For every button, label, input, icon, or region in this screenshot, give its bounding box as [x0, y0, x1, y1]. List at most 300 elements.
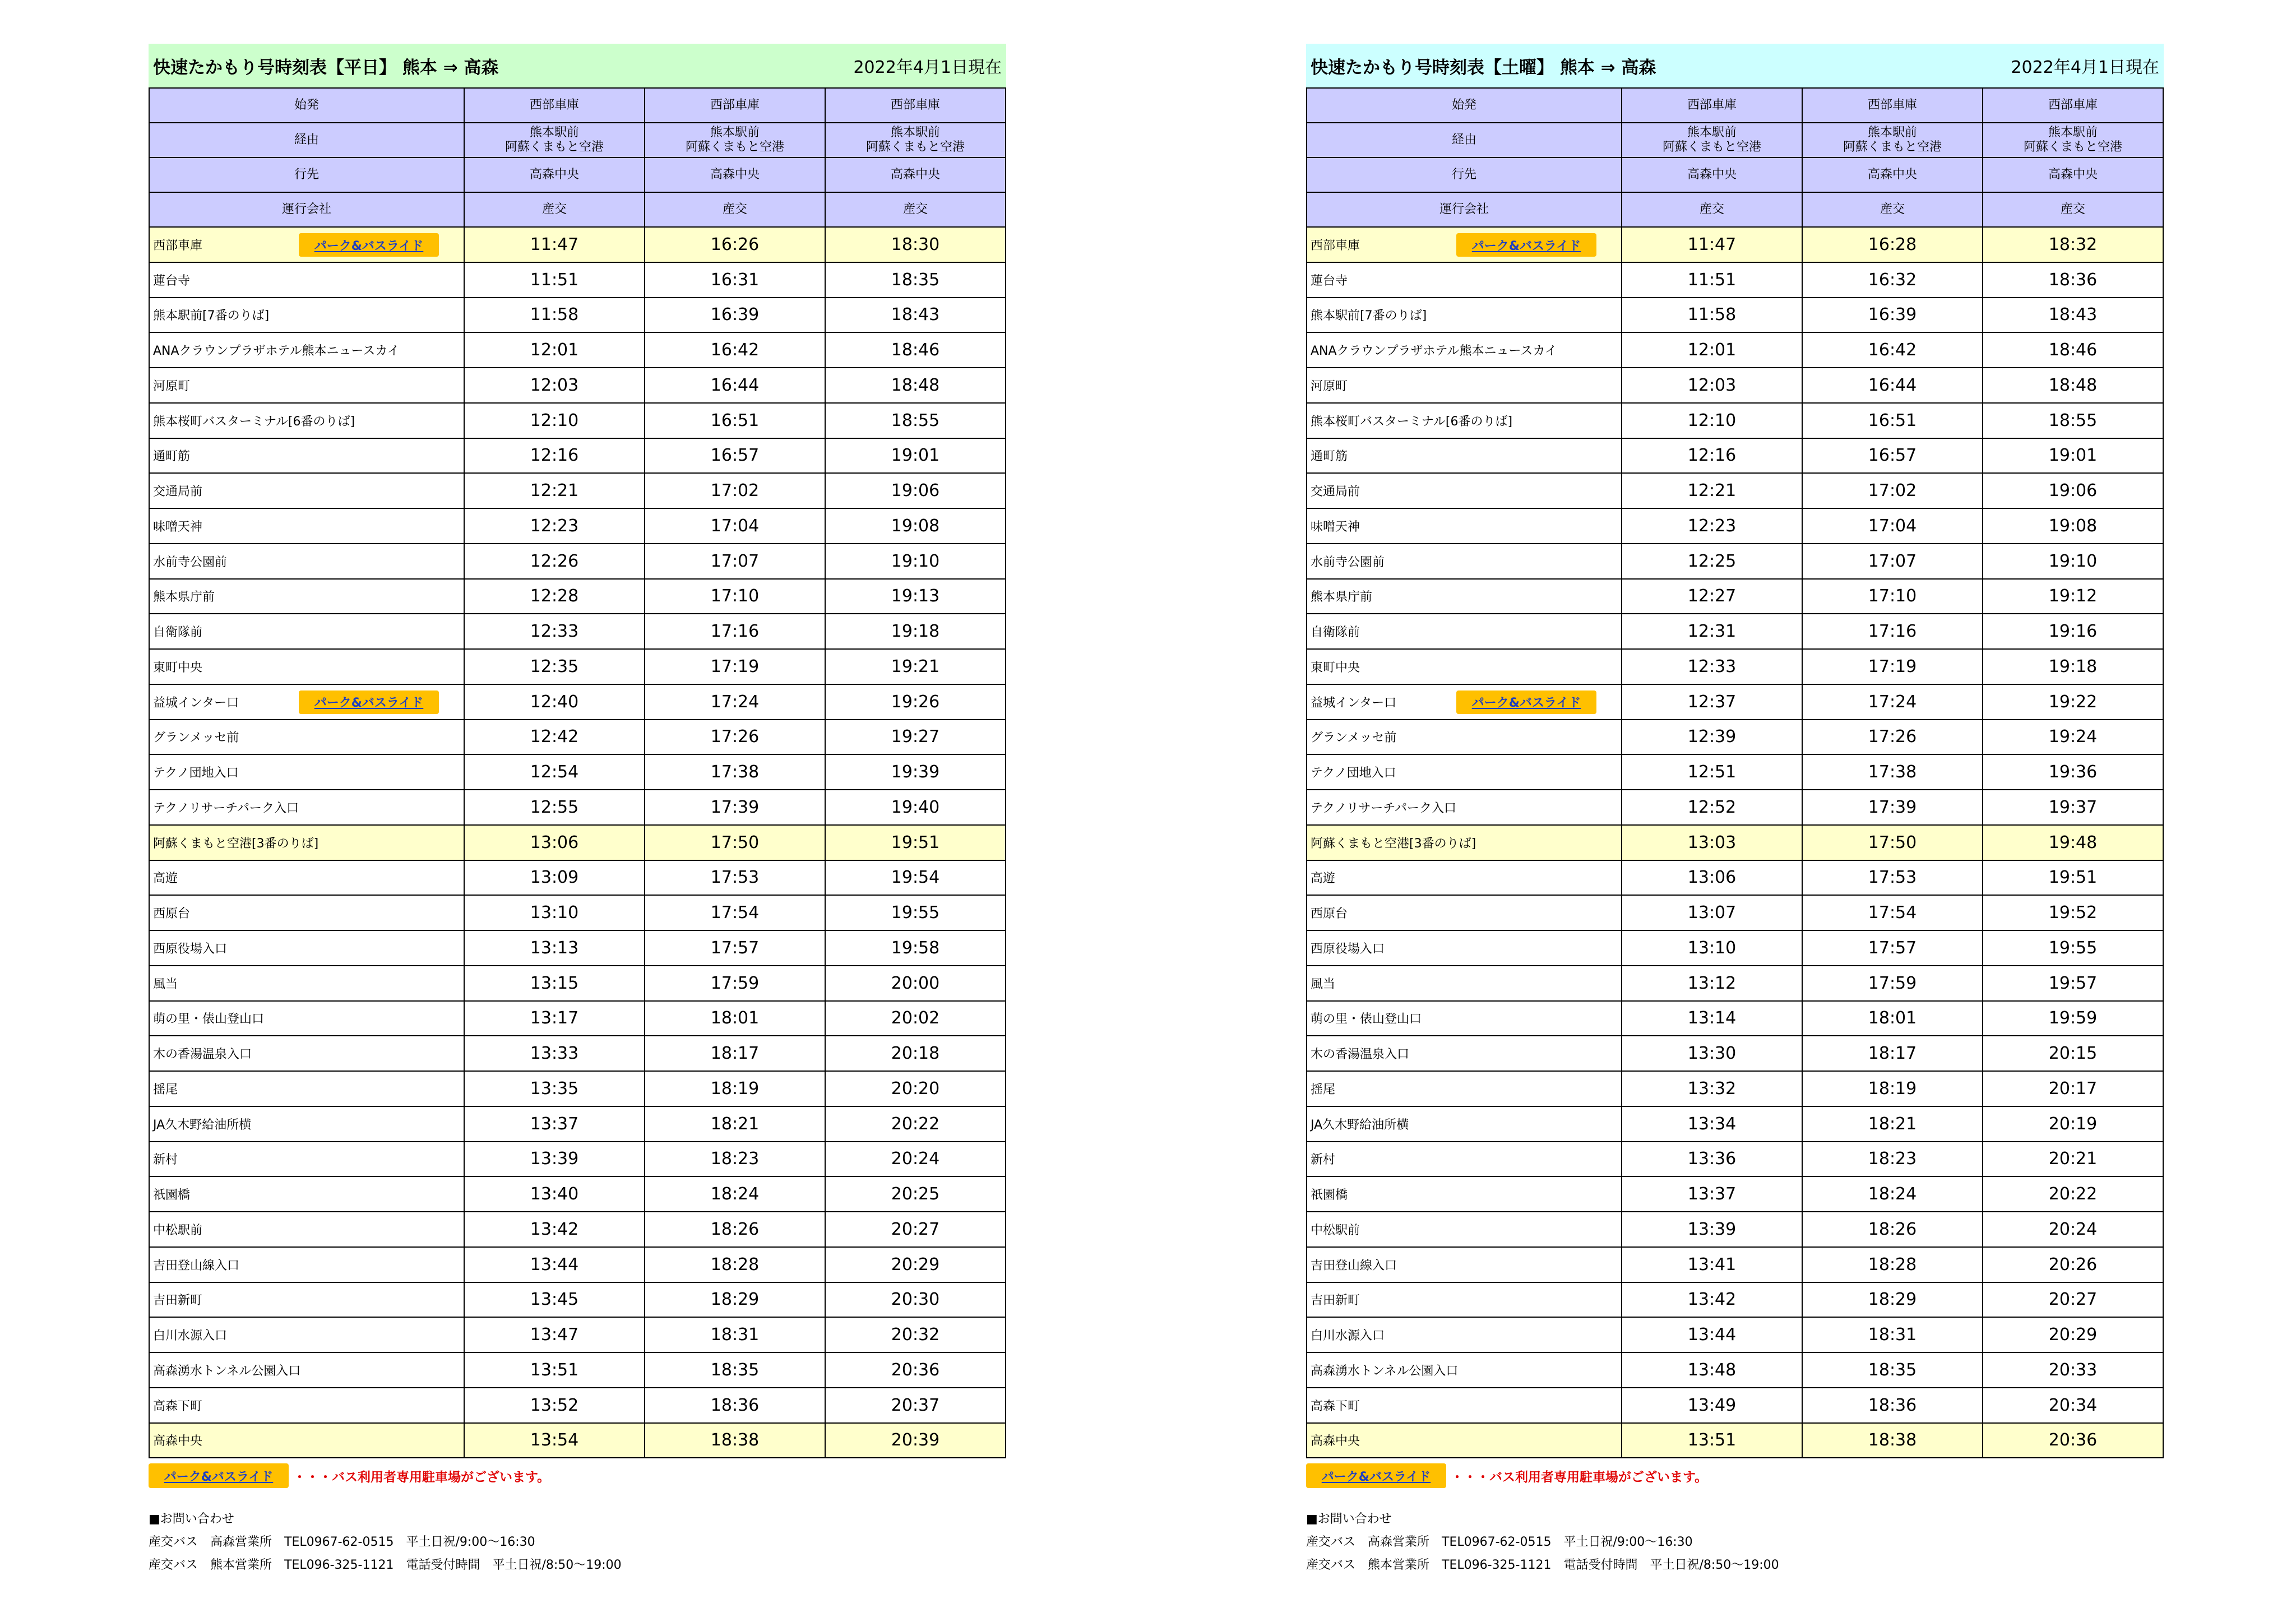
stop-cell: [149, 332, 464, 368]
legend-text: ・・・バス利用者専用駐車場がございます。: [1451, 1470, 1708, 1485]
departure-time: 19:06: [1983, 473, 2163, 508]
stop-row: [149, 227, 1006, 262]
departure-time: 13:10: [464, 895, 645, 930]
contact-heading: ■お問い合わせ: [1306, 1512, 1392, 1527]
departure-time: 13:32: [1622, 1071, 1802, 1106]
departure-time: 17:53: [645, 860, 825, 896]
departure-time: 18:43: [825, 298, 1006, 333]
stop-cell: [1307, 508, 1622, 544]
stop-name: テクノ団地入口: [153, 766, 239, 781]
departure-time: 12:01: [464, 332, 645, 368]
departure-time: 13:45: [464, 1282, 645, 1318]
departure-time: 20:36: [825, 1352, 1006, 1388]
departure-time: 20:36: [1983, 1423, 2163, 1458]
stop-name: 木の香湯温泉入口: [153, 1048, 252, 1062]
departure-time: 19:10: [825, 544, 1006, 579]
stop-cell: [149, 579, 464, 614]
departure-time: 19:58: [825, 930, 1006, 966]
stop-name: JA久木野給油所横: [153, 1118, 252, 1132]
stop-cell: [1307, 1106, 1622, 1142]
header-value: 西部車庫: [825, 88, 1006, 123]
departure-time: 19:22: [1983, 684, 2163, 720]
stop-name: 風当: [153, 977, 178, 991]
stop-row: [1307, 1317, 2163, 1352]
departure-time: 13:10: [1622, 930, 1802, 966]
contact-heading: ■お問い合わせ: [149, 1512, 234, 1527]
stop-name: 東町中央: [1311, 660, 1360, 675]
stop-row: [1307, 684, 2163, 720]
stop-row: [149, 1071, 1006, 1106]
departure-time: 20:29: [1983, 1317, 2163, 1352]
header-rows: [1307, 88, 2163, 227]
departure-time: 12:16: [1622, 438, 1802, 474]
stop-cell: [149, 966, 464, 1001]
stop-cell: [149, 1247, 464, 1282]
departure-time: 13:13: [464, 930, 645, 966]
stop-row: [1307, 966, 2163, 1001]
departure-time: 19:01: [1983, 438, 2163, 474]
stop-name: グランメッセ前: [153, 731, 239, 745]
header-value: 高森中央: [1983, 157, 2163, 192]
departure-time: 12:27: [1622, 579, 1802, 614]
stop-name: 蓮台寺: [1311, 274, 1348, 288]
stop-row: [149, 1247, 1006, 1282]
stop-name: 自衛隊前: [153, 625, 203, 640]
stop-row: [1307, 825, 2163, 860]
departure-time: 20:24: [825, 1142, 1006, 1177]
departure-time: 20:27: [825, 1212, 1006, 1247]
stop-name: 熊本駅前[7番のりば]: [1311, 309, 1427, 323]
stop-row: [1307, 403, 2163, 438]
stop-row: [1307, 1071, 2163, 1106]
header-row: [1307, 123, 2163, 157]
header-row: [149, 192, 1006, 227]
departure-time: 19:51: [1983, 860, 2163, 896]
timetable-title: 快速たかもり号時刻表【平日】 熊本 ⇒ 高森: [153, 57, 499, 78]
departure-time: 16:51: [645, 403, 825, 438]
park-ride-badge[interactable]: パーク&バスライド: [299, 233, 439, 257]
stop-cell: [149, 930, 464, 966]
stop-row: [149, 1282, 1006, 1318]
header-value: 産交: [1622, 192, 1802, 227]
contact-line: 産交バス 熊本営業所 TEL096-325-1121 電話受付時間 平土日祝/8:50～19:00: [149, 1558, 622, 1573]
as-of-date: 2022年4月1日現在: [2011, 58, 2159, 77]
stop-name: 吉田登山線入口: [1311, 1258, 1397, 1273]
departure-time: 20:24: [1983, 1212, 2163, 1247]
stop-name: 高遊: [153, 872, 178, 886]
departure-time: 18:17: [1802, 1036, 1983, 1071]
departure-time: 18:31: [645, 1317, 825, 1352]
departure-time: 18:35: [825, 262, 1006, 298]
header-value: 産交: [1802, 192, 1983, 227]
header-value: 西部車庫: [645, 88, 825, 123]
departure-time: 17:57: [645, 930, 825, 966]
header-value: 熊本駅前 阿蘇くまもと空港: [464, 123, 645, 157]
stop-rows: [1307, 227, 2163, 1458]
departure-time: 17:07: [1802, 544, 1983, 579]
departure-time: 19:37: [1983, 790, 2163, 825]
stop-name: 味噌天神: [153, 520, 203, 534]
stop-cell: [1307, 1247, 1622, 1282]
stop-cell: [149, 860, 464, 896]
stop-row: [1307, 1036, 2163, 1071]
stop-cell: [149, 544, 464, 579]
stop-name: 高遊: [1311, 872, 1336, 886]
stop-row: [1307, 438, 2163, 474]
contact-info: [149, 1508, 1006, 1577]
park-ride-badge[interactable]: パーク&バスライド: [1306, 1463, 1446, 1488]
stop-row: [149, 649, 1006, 684]
header-value: 熊本駅前 阿蘇くまもと空港: [825, 123, 1006, 157]
departure-time: 19:18: [825, 614, 1006, 649]
departure-time: 16:44: [645, 368, 825, 403]
stop-cell: [149, 790, 464, 825]
stop-cell: [149, 473, 464, 508]
stop-cell: [149, 262, 464, 298]
stop-cell: [1307, 438, 1622, 474]
stop-name: 新村: [153, 1153, 178, 1167]
stop-cell: [1307, 1142, 1622, 1177]
departure-time: 20:00: [825, 966, 1006, 1001]
stop-row: [149, 262, 1006, 298]
stop-row: [1307, 720, 2163, 755]
departure-time: 20:22: [1983, 1176, 2163, 1212]
header-label: 始発: [1307, 88, 1622, 123]
stop-name: 味噌天神: [1311, 520, 1360, 534]
stop-name: 阿蘇くまもと空港[3番のりば]: [153, 836, 319, 851]
departure-time: 16:57: [645, 438, 825, 474]
stop-name: JA久木野給油所横: [1311, 1118, 1409, 1132]
departure-time: 20:37: [825, 1388, 1006, 1423]
stop-cell: [1307, 754, 1622, 790]
stop-cell: [149, 1212, 464, 1247]
stop-row: [1307, 473, 2163, 508]
stop-name: 萌の里・俵山登山口: [1311, 1012, 1422, 1027]
departure-time: 18:23: [645, 1142, 825, 1177]
stop-name: 熊本県庁前: [153, 590, 215, 605]
departure-time: 17:19: [645, 649, 825, 684]
stop-cell: [149, 508, 464, 544]
stop-cell: [149, 614, 464, 649]
stop-name: 西部車庫: [1311, 238, 1360, 253]
departure-time: 12:31: [1622, 614, 1802, 649]
stop-row: [1307, 1212, 2163, 1247]
stop-row: [149, 1106, 1006, 1142]
stop-row: [149, 473, 1006, 508]
departure-time: 18:29: [1802, 1282, 1983, 1318]
departure-time: 17:04: [1802, 508, 1983, 544]
stop-row: [1307, 368, 2163, 403]
stop-cell: [1307, 790, 1622, 825]
park-ride-badge[interactable]: パーク&バスライド: [1456, 233, 1596, 257]
departure-time: 13:12: [1622, 966, 1802, 1001]
departure-time: 17:07: [645, 544, 825, 579]
stop-name: 西原台: [153, 907, 191, 921]
departure-time: 17:39: [1802, 790, 1983, 825]
stop-name: 西原役場入口: [1311, 942, 1385, 956]
departure-time: 17:26: [645, 720, 825, 755]
departure-time: 18:38: [645, 1423, 825, 1458]
departure-time: 20:02: [825, 1001, 1006, 1036]
stop-cell: [149, 649, 464, 684]
timetable-table: [149, 87, 1006, 1458]
stop-name: 熊本桜町バスターミナル[6番のりば]: [1311, 414, 1513, 429]
header-rows: [149, 88, 1006, 227]
stop-cell: [149, 1106, 464, 1142]
header-value: 高森中央: [464, 157, 645, 192]
departure-time: 18:55: [1983, 403, 2163, 438]
stop-cell: [1307, 332, 1622, 368]
stop-row: [1307, 790, 2163, 825]
departure-time: 17:24: [1802, 684, 1983, 720]
departure-time: 18:36: [1983, 262, 2163, 298]
stop-cell: [149, 754, 464, 790]
stop-cell: [149, 1352, 464, 1388]
departure-time: 20:17: [1983, 1071, 2163, 1106]
header-value: 産交: [1983, 192, 2163, 227]
stop-cell: [1307, 1176, 1622, 1212]
stop-name: ANAクラウンプラザホテル熊本ニュースカイ: [153, 344, 400, 359]
stop-row: [149, 966, 1006, 1001]
departure-time: 18:26: [1802, 1212, 1983, 1247]
departure-time: 18:46: [825, 332, 1006, 368]
header-value: 産交: [825, 192, 1006, 227]
title-bar: [149, 44, 1006, 87]
stop-name: 中松駅前: [1311, 1223, 1360, 1238]
stop-row: [149, 895, 1006, 930]
departure-time: 13:51: [464, 1352, 645, 1388]
departure-time: 17:54: [645, 895, 825, 930]
departure-time: 19:51: [825, 825, 1006, 860]
stop-row: [149, 930, 1006, 966]
departure-time: 17:50: [645, 825, 825, 860]
departure-time: 16:51: [1802, 403, 1983, 438]
departure-time: 16:26: [645, 227, 825, 262]
stop-cell: [1307, 262, 1622, 298]
departure-time: 13:54: [464, 1423, 645, 1458]
stop-name: 揺尾: [153, 1082, 178, 1097]
stop-cell: [1307, 1317, 1622, 1352]
stop-row: [149, 1423, 1006, 1458]
stop-name: 高森湧水トンネル公園入口: [153, 1364, 301, 1378]
stop-row: [149, 754, 1006, 790]
departure-time: 16:39: [1802, 298, 1983, 333]
stop-name: 祇園橋: [1311, 1188, 1348, 1203]
stop-row: [149, 860, 1006, 896]
stop-row: [1307, 1423, 2163, 1458]
departure-time: 20:22: [825, 1106, 1006, 1142]
stop-row: [149, 1176, 1006, 1212]
departure-time: 18:30: [825, 227, 1006, 262]
departure-time: 13:48: [1622, 1352, 1802, 1388]
stop-row: [1307, 1247, 2163, 1282]
departure-time: 13:49: [1622, 1388, 1802, 1423]
departure-time: 13:07: [1622, 895, 1802, 930]
stop-cell: [149, 1142, 464, 1177]
departure-time: 16:44: [1802, 368, 1983, 403]
stop-cell: [1307, 895, 1622, 930]
departure-time: 12:37: [1622, 684, 1802, 720]
departure-time: 19:26: [825, 684, 1006, 720]
stop-name: 河原町: [1311, 379, 1348, 393]
contact-line: 産交バス 高森営業所 TEL0967-62-0515 平土日祝/9:00～16:30: [149, 1535, 535, 1550]
stop-row: [1307, 860, 2163, 896]
header-value: 産交: [464, 192, 645, 227]
departure-time: 13:06: [464, 825, 645, 860]
departure-time: 12:33: [1622, 649, 1802, 684]
departure-time: 13:41: [1622, 1247, 1802, 1282]
stop-row: [1307, 930, 2163, 966]
departure-time: 18:01: [1802, 1001, 1983, 1036]
departure-time: 13:44: [464, 1247, 645, 1282]
stop-cell: [1307, 825, 1622, 860]
departure-time: 20:30: [825, 1282, 1006, 1318]
departure-time: 18:01: [645, 1001, 825, 1036]
park-ride-legend: [149, 1463, 1006, 1489]
stop-row: [1307, 579, 2163, 614]
stop-cell: [1307, 1282, 1622, 1318]
departure-time: 12:28: [464, 579, 645, 614]
stop-row: [149, 1388, 1006, 1423]
stop-name: 揺尾: [1311, 1082, 1336, 1097]
departure-time: 17:19: [1802, 649, 1983, 684]
departure-time: 13:51: [1622, 1423, 1802, 1458]
stop-row: [149, 790, 1006, 825]
stop-row: [1307, 1106, 2163, 1142]
stop-name: 高森中央: [1311, 1434, 1360, 1449]
departure-time: 18:48: [825, 368, 1006, 403]
departure-time: 13:03: [1622, 825, 1802, 860]
park-ride-badge[interactable]: パーク&バスライド: [149, 1463, 289, 1488]
departure-time: 18:28: [1802, 1247, 1983, 1282]
departure-time: 19:40: [825, 790, 1006, 825]
departure-time: 20:21: [1983, 1142, 2163, 1177]
stop-cell: [149, 720, 464, 755]
park-ride-badge[interactable]: パーク&バスライド: [299, 690, 439, 714]
departure-time: 19:16: [1983, 614, 2163, 649]
stop-row: [149, 614, 1006, 649]
stop-cell: [149, 1317, 464, 1352]
stop-row: [1307, 1282, 2163, 1318]
departure-time: 19:01: [825, 438, 1006, 474]
departure-time: 12:54: [464, 754, 645, 790]
departure-time: 20:32: [825, 1317, 1006, 1352]
departure-time: 19:18: [1983, 649, 2163, 684]
stop-row: [1307, 895, 2163, 930]
header-row: [1307, 192, 2163, 227]
stop-row: [1307, 298, 2163, 333]
departure-time: 12:23: [464, 508, 645, 544]
departure-time: 12:52: [1622, 790, 1802, 825]
departure-time: 19:24: [1983, 720, 2163, 755]
departure-time: 16:39: [645, 298, 825, 333]
departure-time: 13:42: [1622, 1282, 1802, 1318]
stop-name: 木の香湯温泉入口: [1311, 1048, 1410, 1062]
stop-name: 河原町: [153, 379, 191, 393]
departure-time: 20:29: [825, 1247, 1006, 1282]
departure-time: 18:21: [1802, 1106, 1983, 1142]
stop-row: [149, 298, 1006, 333]
departure-time: 11:47: [1622, 227, 1802, 262]
stop-row: [149, 1212, 1006, 1247]
stop-cell: [149, 895, 464, 930]
stop-row: [1307, 1142, 2163, 1177]
departure-time: 16:31: [645, 262, 825, 298]
departure-time: 17:10: [1802, 579, 1983, 614]
departure-time: 13:36: [1622, 1142, 1802, 1177]
stop-cell: [1307, 1423, 1622, 1458]
stop-name: 萌の里・俵山登山口: [153, 1012, 265, 1027]
departure-time: 13:37: [464, 1106, 645, 1142]
departure-time: 17:38: [645, 754, 825, 790]
departure-time: 18:32: [1983, 227, 2163, 262]
departure-time: 20:39: [825, 1423, 1006, 1458]
departure-time: 17:04: [645, 508, 825, 544]
stop-name: 白川水源入口: [153, 1329, 228, 1343]
departure-time: 17:24: [645, 684, 825, 720]
header-value: 熊本駅前 阿蘇くまもと空港: [1802, 123, 1983, 157]
header-row: [1307, 88, 2163, 123]
departure-time: 18:36: [1802, 1388, 1983, 1423]
departure-time: 12:01: [1622, 332, 1802, 368]
title-bar: [1306, 44, 2164, 87]
stop-name: 西部車庫: [153, 238, 203, 253]
stop-name: 吉田新町: [153, 1294, 203, 1308]
departure-time: 12:03: [464, 368, 645, 403]
stop-cell: [1307, 403, 1622, 438]
header-value: 西部車庫: [464, 88, 645, 123]
header-value: 西部車庫: [1622, 88, 1802, 123]
as-of-date: 2022年4月1日現在: [853, 58, 1002, 77]
departure-time: 13:33: [464, 1036, 645, 1071]
departure-time: 18:24: [1802, 1176, 1983, 1212]
departure-time: 18:28: [645, 1247, 825, 1282]
stop-name: 阿蘇くまもと空港[3番のりば]: [1311, 836, 1476, 851]
stop-cell: [149, 1071, 464, 1106]
stop-row: [149, 544, 1006, 579]
header-value: 高森中央: [1622, 157, 1802, 192]
departure-time: 13:39: [464, 1142, 645, 1177]
departure-time: 12:40: [464, 684, 645, 720]
header-value: 高森中央: [1802, 157, 1983, 192]
header-value: 西部車庫: [1983, 88, 2163, 123]
departure-time: 18:21: [645, 1106, 825, 1142]
stop-cell: [1307, 227, 1622, 262]
park-ride-badge[interactable]: パーク&バスライド: [1456, 690, 1596, 714]
departure-time: 12:51: [1622, 754, 1802, 790]
departure-time: 12:03: [1622, 368, 1802, 403]
departure-time: 19:48: [1983, 825, 2163, 860]
contact-line: 産交バス 高森営業所 TEL0967-62-0515 平土日祝/9:00～16:30: [1306, 1535, 1693, 1550]
departure-time: 19:59: [1983, 1001, 2163, 1036]
stop-name: 東町中央: [153, 660, 203, 675]
contact-line: 産交バス 熊本営業所 TEL096-325-1121 電話受付時間 平土日祝/8:50～19:00: [1306, 1558, 1779, 1573]
stop-cell: [149, 1388, 464, 1423]
stop-cell: [149, 298, 464, 333]
stop-name: 水前寺公園前: [153, 555, 228, 569]
stop-name: 新村: [1311, 1153, 1336, 1167]
stop-name: 通町筋: [1311, 449, 1348, 464]
departure-time: 13:44: [1622, 1317, 1802, 1352]
departure-time: 13:30: [1622, 1036, 1802, 1071]
timetable-table: [1306, 87, 2164, 1458]
header-value: 産交: [645, 192, 825, 227]
departure-time: 16:57: [1802, 438, 1983, 474]
stop-row: [1307, 1352, 2163, 1388]
departure-time: 17:57: [1802, 930, 1983, 966]
stop-cell: [1307, 1071, 1622, 1106]
stop-name: 交通局前: [1311, 485, 1360, 499]
